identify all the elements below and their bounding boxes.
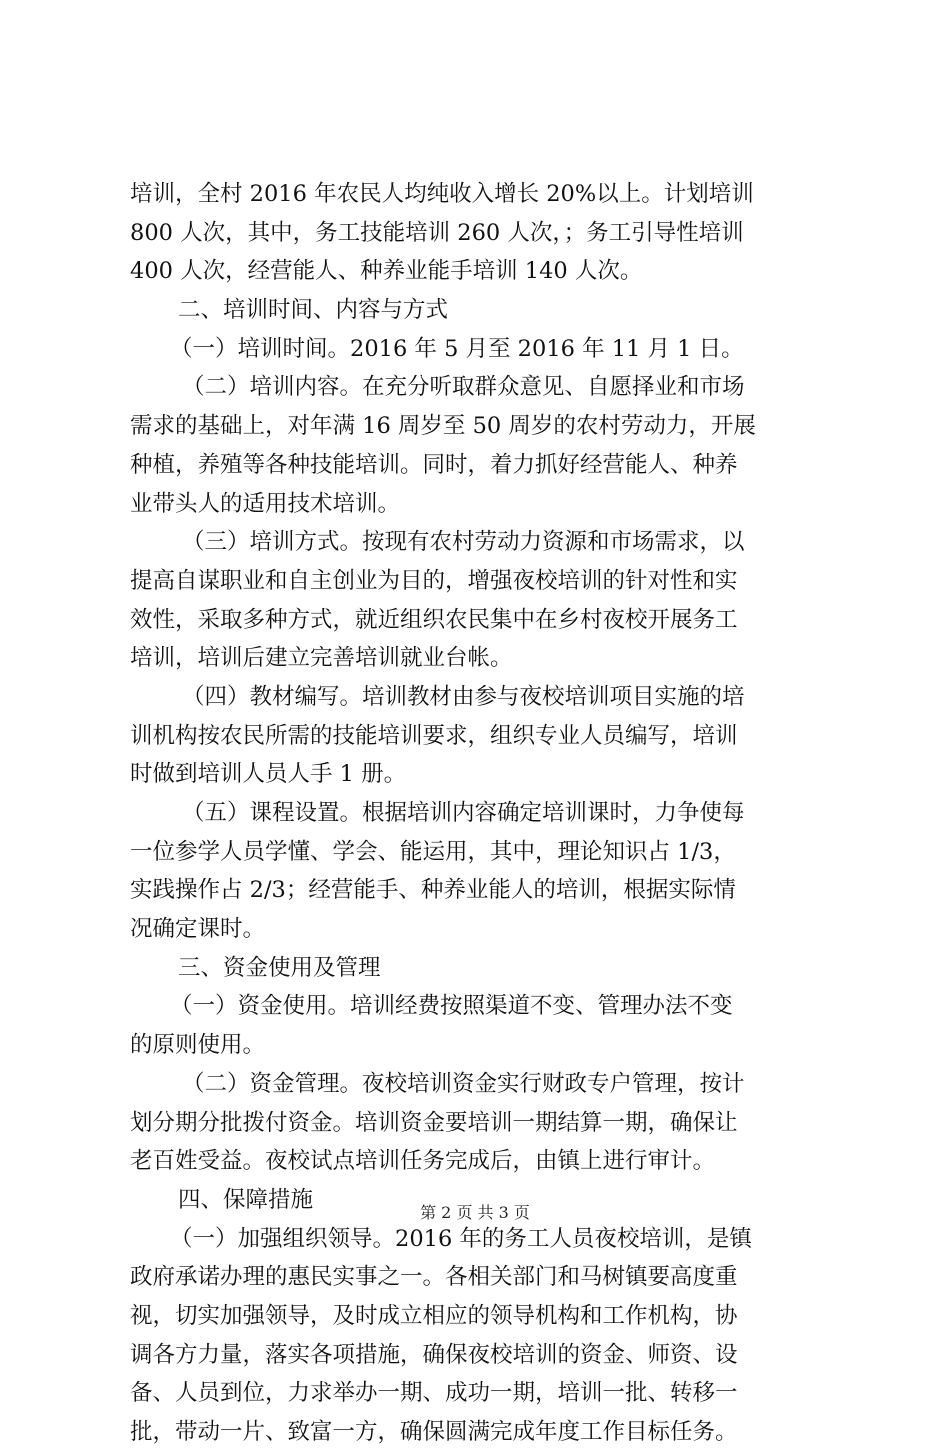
text-line: （一）资金使用。培训经费按照渠道不变、管理办法不变 (170, 993, 733, 1020)
text-line: 划分期分批拨付资金。培训资金要培训一期结算一期，确保让 (130, 1109, 738, 1136)
text-line: 效性，采取多种方式，就近组织农民集中在乡村夜校开展务工 (130, 606, 738, 633)
text-line: （五）课程设置。根据培训内容确定培训课时，力争使每 (182, 800, 745, 826)
text-line: 的原则使用。 (130, 1032, 266, 1059)
text-line: 政府承诺办理的惠民实事之一。各相关部门和马树镇要高度重 (130, 1264, 738, 1291)
page-number-label: 第 2 页 共 3 页 (420, 1203, 530, 1222)
text-line: （二）培训内容。在充分听取群众意见、自愿择业和市场 (182, 374, 745, 401)
section-heading: 三、资金使用及管理 (178, 954, 381, 981)
text-line: 种植，养殖等各种技能培训。同时，着力抓好经营能人、种养 (130, 451, 738, 478)
text-line: 400 人次，经营能人、种养业能手培训 140 人次。 (130, 258, 643, 285)
text-line: 提高自谋职业和自主创业为目的，增强夜校培训的针对性和实 (130, 567, 738, 594)
text-line: 时做到培训人员人手 1 册。 (130, 761, 407, 788)
document-body (130, 175, 830, 1452)
text-line: （二）资金管理。夜校培训资金实行财政专户管理，按计 (182, 1070, 745, 1097)
section-heading: 四、保障措施 (178, 1186, 314, 1213)
text-line: （一）培训时间。2016 年 5 月至 2016 年 11 月 1 日。 (170, 335, 744, 362)
page-footer (0, 1200, 950, 1223)
text-line: 需求的基础上，对年满 16 周岁至 50 周岁的农村劳动力，开展 (130, 413, 756, 440)
text-line: 培训，培训后建立完善培训就业台帐。 (130, 645, 513, 672)
text-line: （三）培训方式。按现有农村劳动力资源和市场需求，以 (182, 529, 745, 556)
text-line: 800 人次，其中，务工技能培训 260 人次，；务工引导性培训 (130, 219, 744, 246)
text-line: 备、人员到位，力求举办一期、成功一期，培训一批、转移一 (130, 1380, 738, 1407)
text-line: 视，切实加强领导，及时成立相应的领导机构和工作机构，协 (130, 1302, 738, 1329)
text-line: （四）教材编写。培训教材由参与夜校培训项目实施的培 (182, 683, 745, 710)
text-line: 培训，全村 2016 年农民人均纯收入增长 20%以上。计划培训 (130, 181, 754, 207)
text-line: （一）加强组织领导。2016 年的务工人员夜校培训，是镇 (170, 1225, 752, 1252)
text-line: 训机构按农民所需的技能培训要求，组织专业人员编写，培训 (130, 722, 738, 749)
text-line: 业带头人的适用技术培训。 (130, 490, 401, 517)
text-line: 一位参学人员学懂、学会、能运用，其中，理论知识占 1/3， (130, 838, 736, 865)
section-heading: 二、培训时间、内容与方式 (178, 297, 449, 324)
text-line: 况确定课时。 (130, 916, 266, 943)
text-line: 批，带动一片、致富一方，确保圆满完成年度工作目标任务。 (130, 1419, 738, 1445)
text-line: 老百姓受益。夜校试点培训任务完成后，由镇上进行审计。 (130, 1148, 716, 1175)
text-line: 调各方力量，落实各项措施，确保夜校培训的资金、师资、设 (130, 1341, 738, 1368)
text-line: 实践操作占 2/3；经营能手、种养业能人的培训，根据实际情 (130, 877, 736, 904)
